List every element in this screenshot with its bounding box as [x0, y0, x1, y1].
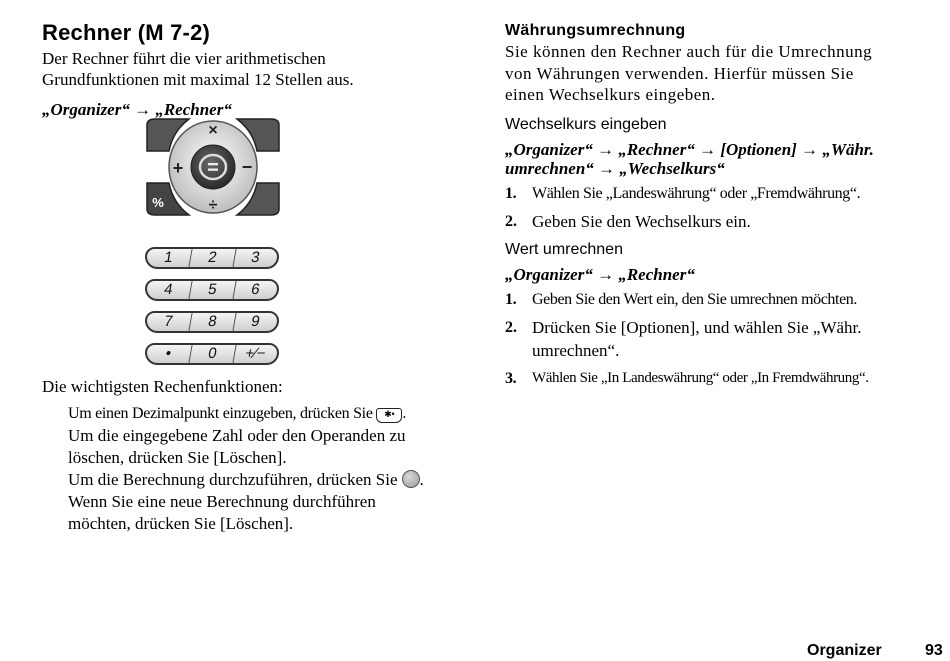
navigation-key-icon [143, 117, 283, 217]
key-equals: = [207, 157, 219, 179]
key-6: 6 [250, 281, 262, 298]
right-column [505, 22, 935, 395]
section-title-currency: Währungsumrechnung [505, 22, 686, 39]
keypad-row-1 [145, 247, 279, 269]
page-number: 93 [925, 642, 943, 659]
list-item: 1. Wählen Sie „Landeswährung“ oder „Fremdwährung“. [505, 184, 861, 202]
key-2: 2 [189, 249, 236, 267]
currency-text-3: einen Wechselkurs eingeben. [505, 85, 716, 104]
key-5: 5 [189, 281, 236, 299]
currency-text-1: Sie können den Rechner auch für die Umrechnung [505, 42, 873, 61]
footer-section-label: Organizer [807, 642, 882, 659]
currency-text-2: von Währungen verwenden. Hierfür müssen Sie [505, 63, 854, 83]
function-line-4: Um die Berechnung durchzuführen, drücken Sie . [68, 470, 424, 489]
keypad-row-4 [145, 343, 279, 365]
intro-line-1: Der Rechner führt die vier arithmetischen [42, 49, 326, 68]
keypad-row-3 [145, 311, 279, 333]
key-4: 4 [145, 281, 192, 299]
key-1: 1 [145, 249, 192, 267]
key-7: 7 [145, 313, 192, 331]
list-item: 2. Geben Sie den Wechselkurs ein. [505, 211, 751, 231]
key-plus-minus: +⁄− [244, 345, 268, 362]
key-dot: • [145, 345, 192, 363]
key-0: 0 [189, 345, 236, 363]
exchange-rate-path-2: umrechnen“ → „Wechselkurs“ [505, 158, 725, 178]
key-plus: + [172, 158, 184, 178]
menu-path: „Organizer“ → „Rechner“ [42, 100, 232, 119]
convert-value-path: „Organizer“ → „Rechner“ [505, 264, 695, 284]
list-item: 3. Wählen Sie „In Landeswährung“ oder „In Fremdwährung“. [505, 369, 869, 387]
center-key-icon [402, 470, 420, 488]
key-minus: − [241, 157, 253, 177]
function-line-3: löschen, drücken Sie [Löschen]. [68, 448, 287, 467]
list-item: 1. Geben Sie den Wert ein, den Sie umrechnen möchten. [505, 290, 857, 308]
star-key-icon: ✱• [376, 408, 402, 423]
page-title: Rechner (M 7-2) [42, 20, 211, 45]
key-multiply: × [208, 122, 218, 139]
subsection-title-convert-value: Wert umrechnen [505, 240, 623, 258]
subsection-title-exchange-rate: Wechselkurs eingeben [505, 115, 667, 133]
key-3: 3 [250, 249, 262, 266]
key-9: 9 [250, 313, 262, 330]
list-item: 2. Drücken Sie [Optionen], und wählen Sie „Währ. umrechnen“. [505, 317, 862, 360]
exchange-rate-path-1: „Organizer“ → „Rechner“ → [Optionen] → „Währ. [505, 139, 874, 159]
convert-value-steps [505, 288, 935, 390]
keypad-row-2 [145, 279, 279, 301]
function-line-5: Wenn Sie eine neue Berechnung durchführen [68, 492, 376, 511]
function-line-2: Um die eingegebene Zahl oder den Operanden zu [68, 426, 406, 445]
exchange-rate-steps [505, 182, 935, 233]
calculator-keypad-illustration [143, 117, 283, 362]
key-percent: % [152, 195, 164, 210]
intro-line-2: Grundfunktionen mit maximal 12 Stellen aus. [42, 70, 354, 89]
key-8: 8 [189, 313, 236, 331]
functions-list [68, 403, 478, 535]
function-line-1: Um einen Dezimalpunkt einzugeben, drücken Sie ✱• . [68, 405, 407, 422]
left-column [42, 20, 482, 119]
functions-heading: Die wichtigsten Rechenfunktionen: [42, 377, 283, 396]
key-divide: ÷ [208, 197, 218, 214]
function-line-6: möchten, drücken Sie [Löschen]. [68, 514, 294, 533]
